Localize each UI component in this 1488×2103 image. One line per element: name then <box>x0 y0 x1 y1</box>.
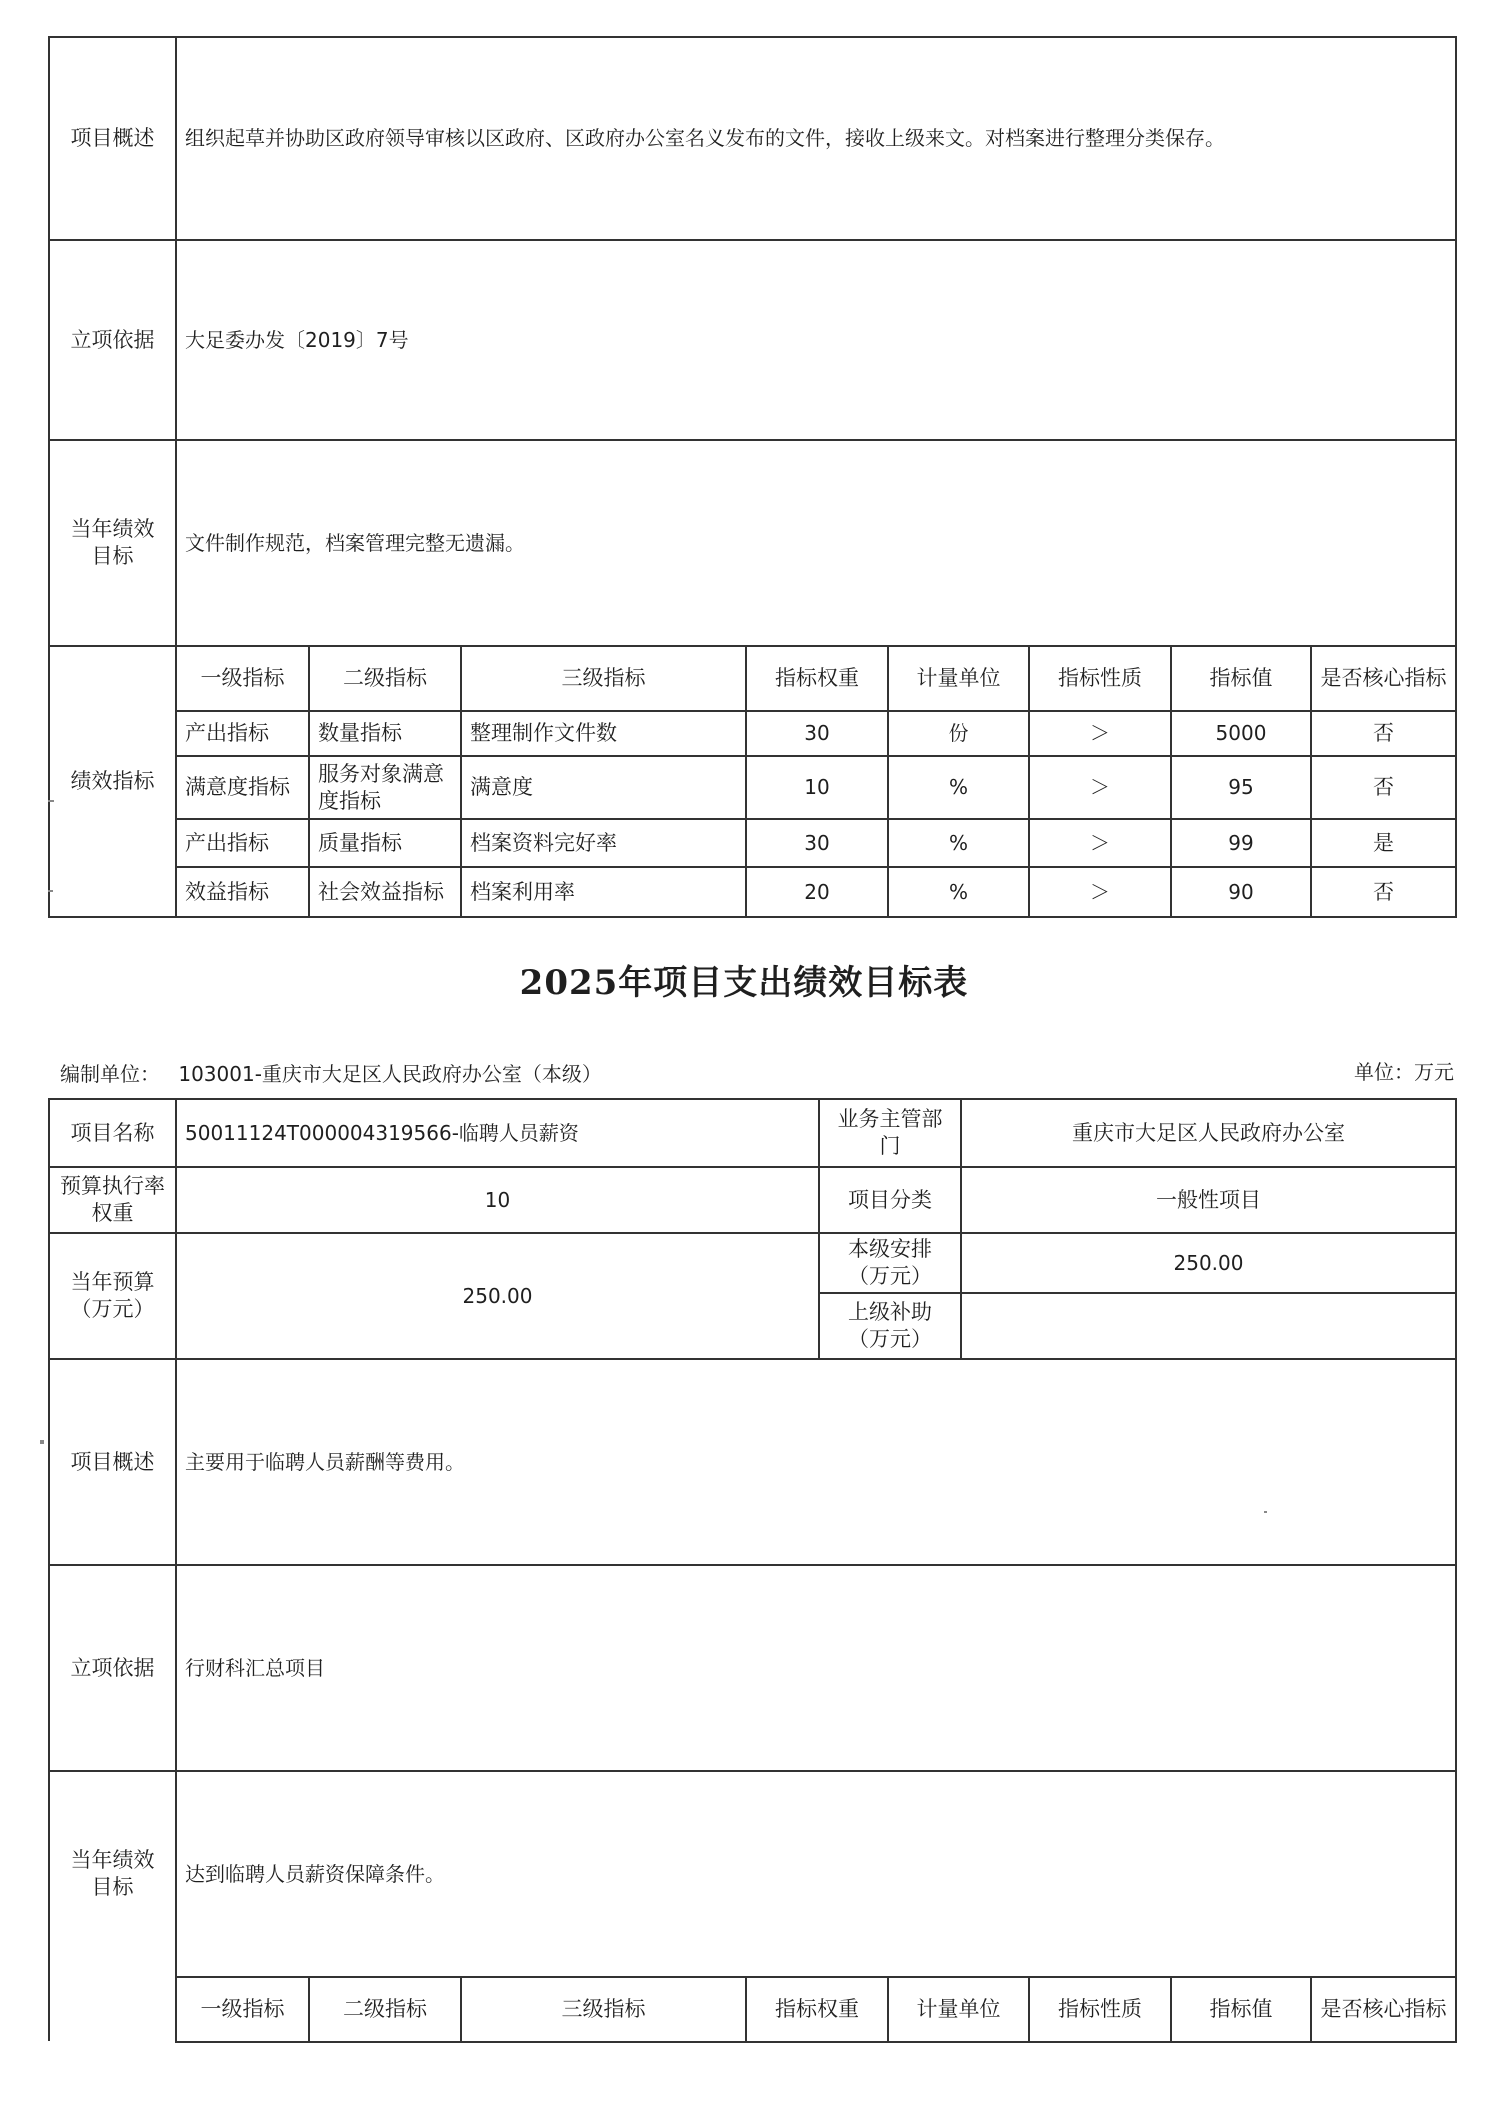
scan-speck <box>48 890 53 892</box>
header-nature: 指标性质 <box>1058 666 1142 690</box>
row-level2: 社会效益指标 <box>318 879 444 904</box>
row-level3: 满意度 <box>470 775 533 799</box>
overview-text: 主要用于临聘人员薪酬等费用。 <box>185 1449 465 1474</box>
row-nature: ＞ <box>1090 775 1110 799</box>
row-weight: 30 <box>804 721 830 745</box>
row-nature: ＞ <box>1090 879 1110 904</box>
header-nature: 指标性质 <box>1058 1997 1142 2021</box>
goal-label: 当年绩效目标 <box>70 517 155 568</box>
header-weight: 指标权重 <box>775 1997 859 2021</box>
row-level1: 满意度指标 <box>185 775 290 799</box>
overview-label: 项目概述 <box>70 126 155 150</box>
budget-value: 250.00 <box>462 1283 533 1308</box>
row-level3: 档案资料完好率 <box>470 830 617 855</box>
row-weight: 10 <box>804 775 830 799</box>
header-weight: 指标权重 <box>775 666 859 690</box>
execution-weight-label: 预算执行率权重 <box>60 1174 165 1225</box>
row-level1: 产出指标 <box>185 721 269 745</box>
category-value: 一般性项目 <box>1156 1187 1261 1212</box>
row-weight: 20 <box>804 879 830 904</box>
header-level3: 三级指标 <box>561 666 646 690</box>
header-level2: 二级指标 <box>343 1997 427 2021</box>
project-name-value: 50011124T000004319566-临聘人员薪资 <box>185 1120 579 1145</box>
overview-text: 组织起草并协助区政府领导审核以区政府、区政府办公室名义发布的文件，接收上级来文。对档案进行整理分类保存。 <box>185 126 1225 150</box>
row-core: 是 <box>1373 830 1394 855</box>
page-title: 2025年项目支出绩效目标表 <box>519 963 969 1003</box>
row-unit: % <box>948 879 968 904</box>
local-arrangement-value: 250.00 <box>1173 1250 1244 1275</box>
row-unit: % <box>948 775 968 799</box>
header-level1: 一级指标 <box>200 666 285 690</box>
row-level3: 档案利用率 <box>470 879 575 904</box>
project-name-label: 项目名称 <box>70 1120 155 1145</box>
compiling-unit-label: 编制单位： <box>60 1062 160 1086</box>
basis-label: 立项依据 <box>70 327 155 352</box>
budget-label: 当年预算（万元） <box>70 1270 155 1321</box>
local-arrangement-label: 本级安排（万元） <box>848 1237 932 1288</box>
basis-text: 大足委办发〔2019〕7号 <box>185 327 409 352</box>
row-level2: 数量指标 <box>318 721 402 745</box>
department-value: 重庆市大足区人民政府办公室 <box>1072 1120 1345 1145</box>
row-value: 90 <box>1228 879 1254 904</box>
row-value: 5000 <box>1215 721 1267 745</box>
compiling-unit <box>60 1058 602 1087</box>
scan-speck <box>48 800 54 802</box>
upper-subsidy-value <box>962 1294 1455 1358</box>
header-value: 指标值 <box>1209 666 1273 690</box>
row-weight: 30 <box>804 830 830 855</box>
row-core: 否 <box>1373 775 1394 799</box>
row-value: 99 <box>1228 830 1254 855</box>
row-nature: ＞ <box>1090 721 1110 745</box>
overview-label: 项目概述 <box>70 1449 155 1474</box>
header-value: 指标值 <box>1209 1997 1273 2021</box>
header-level3: 三级指标 <box>561 1997 646 2021</box>
header-unit: 计量单位 <box>916 1997 1001 2021</box>
goal-label: 当年绩效目标 <box>70 1848 155 1899</box>
basis-text: 行财科汇总项目 <box>185 1655 325 1680</box>
goal-text: 文件制作规范，档案管理完整无遗漏。 <box>185 530 525 555</box>
scan-speck <box>40 1440 44 1444</box>
row-level2: 质量指标 <box>318 830 402 855</box>
row-level3: 整理制作文件数 <box>470 721 617 745</box>
department-label: 业务主管部门 <box>837 1107 943 1158</box>
scan-speck <box>1264 1511 1267 1513</box>
currency-unit: 单位：万元 <box>1354 1060 1454 1084</box>
basis-label: 立项依据 <box>70 1655 155 1680</box>
header-core: 是否核心指标 <box>1320 1997 1447 2021</box>
indicator-label: 绩效指标 <box>70 769 155 793</box>
goal-text: 达到临聘人员薪资保障条件。 <box>185 1861 445 1886</box>
compiling-unit-value: 103001-重庆市大足区人民政府办公室（本级） <box>178 1062 602 1086</box>
header-level1: 一级指标 <box>200 1997 285 2021</box>
row-value: 95 <box>1228 775 1254 799</box>
row-core: 否 <box>1373 721 1394 745</box>
execution-weight-value: 10 <box>484 1187 511 1212</box>
row-nature: ＞ <box>1090 830 1110 855</box>
header-core: 是否核心指标 <box>1320 666 1447 690</box>
row-unit: 份 <box>948 721 969 745</box>
upper-subsidy-label: 上级补助（万元） <box>848 1300 932 1351</box>
row-unit: % <box>948 830 968 855</box>
row-core: 否 <box>1373 879 1394 904</box>
row-level1: 产出指标 <box>185 830 269 855</box>
header-unit: 计量单位 <box>916 666 1001 690</box>
header-level2: 二级指标 <box>343 666 427 690</box>
row-level2: 服务对象满意度指标 <box>318 761 444 813</box>
category-label: 项目分类 <box>848 1187 932 1212</box>
row-level1: 效益指标 <box>185 879 269 904</box>
